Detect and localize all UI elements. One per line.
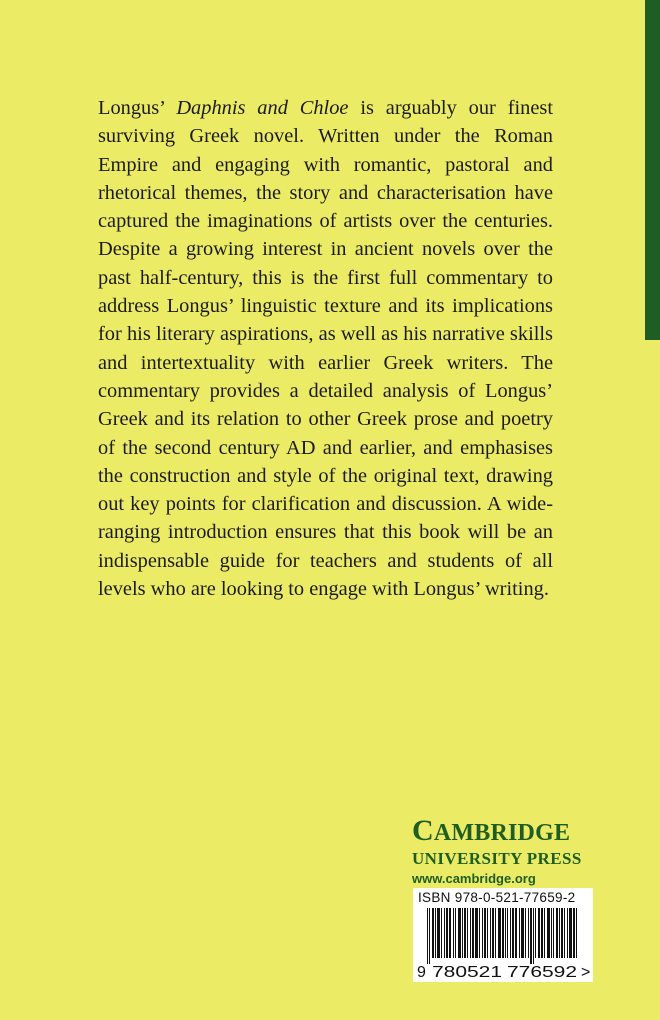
back-cover-blurb — [98, 94, 553, 603]
publisher-logo — [412, 815, 597, 890]
barcode-bar — [484, 908, 486, 958]
barcode-bar — [467, 908, 468, 958]
publisher-url: www.cambridge.org — [412, 871, 536, 886]
barcode-bar — [472, 908, 474, 958]
barcode-bar — [541, 908, 543, 958]
barcode-bar — [495, 908, 496, 958]
isbn-barcode — [413, 888, 593, 982]
barcode-bar — [429, 908, 430, 964]
barcode-bar — [487, 908, 488, 958]
barcode-bar — [559, 908, 560, 958]
barcode-bar — [530, 908, 532, 964]
barcode-bar — [479, 908, 480, 958]
barcode-bar — [553, 908, 554, 958]
barcode-digits — [413, 962, 593, 980]
barcode-bar — [567, 908, 568, 958]
barcode-bars — [413, 908, 593, 964]
barcode-bar — [449, 908, 451, 958]
barcode-bar — [512, 908, 514, 958]
barcode-bar — [458, 908, 461, 958]
barcode-bar — [435, 908, 436, 958]
publisher-press-line: UNIVERSITY PRESS — [412, 849, 582, 868]
barcode-bar — [564, 908, 565, 958]
barcode-bar — [475, 908, 478, 958]
barcode-bar — [492, 908, 494, 958]
barcode-bar — [528, 908, 529, 958]
blurb-lead: Longus’ — [98, 97, 177, 119]
barcode-bar — [453, 908, 454, 958]
barcode-bar — [441, 908, 442, 958]
barcode-bar — [525, 908, 526, 958]
barcode-bar — [510, 908, 511, 958]
barcode-bar — [533, 908, 534, 964]
barcode-bar — [535, 908, 536, 958]
barcode-bar — [538, 908, 540, 958]
barcode-bar — [432, 908, 434, 958]
publisher-name — [412, 815, 597, 849]
publisher-name-initial: C — [412, 814, 434, 847]
barcode-group-right: 776592 — [507, 964, 578, 980]
isbn-label: ISBN 978-0-521-77659-2 — [418, 890, 576, 905]
barcode-bar — [427, 908, 428, 964]
publisher-name-rest: AMBRIDGE — [433, 820, 571, 846]
barcode-bar — [462, 908, 463, 958]
barcode-bar — [521, 908, 524, 958]
barcode-bar — [569, 908, 572, 958]
barcode-bar — [444, 908, 445, 958]
barcode-bar — [561, 908, 563, 958]
barcode-quiet-mark: > — [581, 964, 591, 980]
barcode-bar — [551, 908, 552, 958]
barcode-bar — [470, 908, 471, 958]
barcode-bar — [573, 908, 575, 958]
barcode-bar — [515, 908, 517, 958]
barcode-bar — [544, 908, 545, 958]
barcode-bar — [556, 908, 558, 958]
barcode-bar — [446, 908, 448, 958]
barcode-bar — [490, 908, 491, 958]
blurb-book-title: Daphnis and Chloe — [176, 97, 349, 119]
barcode-bar — [519, 908, 520, 958]
barcode-bar — [505, 908, 506, 958]
barcode-bar — [437, 908, 440, 958]
blurb-body: is arguably our finest surviving Greek novel. Written under the Roman Empire and engaging with romantic, pastoral and rhetorical themes, the story and characterisation have captured the imaginations of artists over the centuries. Despite a growing interest in ancient novels over the past half-century, this is the first full commentary to address Longus’ linguistic texture and its implications for his literary aspirations, as well as his narrative skills and intertextuality with earlier Greek writers. The commentary provides a detailed analysis of Longus’ Greek and its relation to other Greek prose and poetry of the second century AD and earlier, and emphasises the construction and style of the original text, drawing out key points for clarification and discussion. A wide-ranging introduction ensures that this book will be an indispensable guide for teachers and students of all levels who are looking to engage with Longus’ writing. — [98, 97, 553, 601]
spine-color-strip — [645, 0, 660, 340]
barcode-bar — [498, 908, 501, 958]
barcode-bar — [464, 908, 466, 958]
barcode-bar — [482, 908, 483, 958]
barcode-bar — [507, 908, 508, 958]
barcode-group-left: 780521 — [432, 964, 503, 980]
barcode-bar — [576, 908, 577, 958]
barcode-bar — [455, 908, 456, 958]
barcode-first-digit: 9 — [417, 964, 426, 980]
barcode-bar — [547, 908, 550, 958]
barcode-bar — [502, 908, 504, 958]
